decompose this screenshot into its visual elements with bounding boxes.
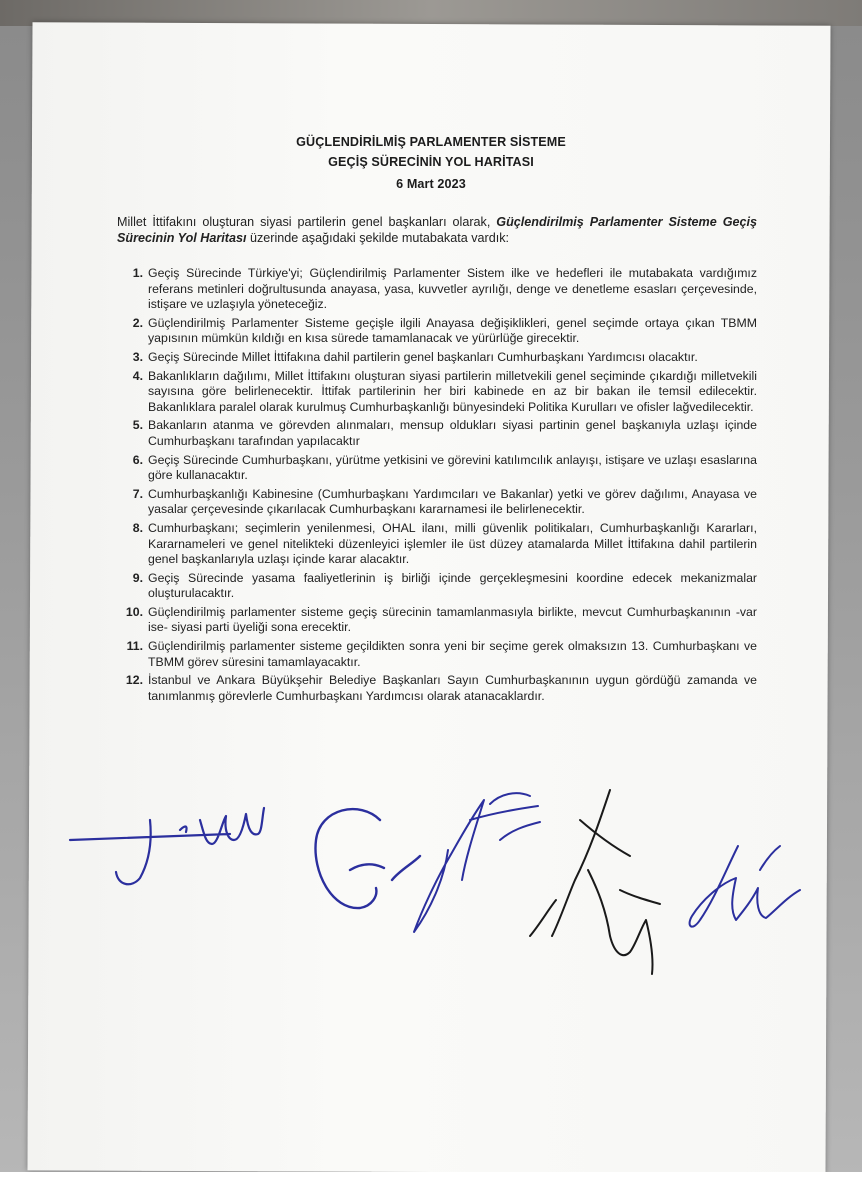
signature-1 [70, 808, 264, 884]
list-item [115, 571, 757, 602]
item-number: 4. [132, 368, 143, 383]
list-item [115, 369, 757, 416]
list-item [115, 639, 757, 670]
item-text: Güçlendirilmiş Parlamenter Sisteme geçişle ilgili Anayasa değişiklikleri, genel seçimde ortaya çıkan TBMM yapısının mümkün kıldığı en kısa sürede tamamlanacak ve yürürlüğe girecektir. [148, 315, 757, 346]
item-text: Güçlendirilmiş parlamenter sisteme geçildikten sonra yeni bir seçime gerek olmaksızın 13. Cumhurbaşkanı ve TBMM görev süresini tamamlayacaktır. [148, 639, 757, 669]
list-item [115, 266, 757, 313]
document-title-line2: GEÇİŞ SÜRECİNİN YOL HARİTASI [328, 155, 534, 169]
item-text: İstanbul ve Ankara Büyükşehir Belediye Başkanları Sayın Cumhurbaşkanının uygun gördüğü zamanda ve tanımlanmış görevlerle Cumhurbaşkanı Yardımcısı olarak atanacaklardır. [148, 673, 757, 703]
item-number: 8. [132, 520, 143, 535]
list-item [115, 521, 757, 568]
agreement-list [115, 266, 757, 707]
list-item [115, 316, 757, 347]
list-item [115, 605, 757, 636]
document-date: 6 Mart 2023 [396, 177, 466, 191]
signature-2 [315, 809, 420, 908]
item-text: Geçiş Sürecinde Millet İttifakına dahil partilerin genel başkanları Cumhurbaşkanı Yardımcısı olacaktır. [148, 349, 698, 364]
item-number: 9. [132, 570, 143, 585]
item-number: 6. [132, 452, 143, 467]
intro-text-before: Millet İttifakını oluşturan siyasi partilerin genel başkanları olarak, [117, 215, 497, 229]
signature-5 [690, 846, 800, 927]
list-item [115, 673, 757, 704]
item-number: 7. [132, 486, 143, 501]
item-number: 12. [125, 673, 143, 688]
item-number: 10. [125, 604, 143, 619]
intro-paragraph [117, 214, 757, 246]
item-text: Cumhurbaşkanlığı Kabinesine (Cumhurbaşkanı Yardımcıları ve Bakanlar) yetki ve görev dağılımı, Anayasa ve yasalar çerçevesinde çıkarılacak Cumhurbaşkanı kararnamesi ile belirlenecektir. [148, 486, 757, 517]
intro-text-after: üzerinde aşağıdaki şekilde mutabakata vardık: [246, 231, 510, 245]
signature-3 [414, 793, 540, 932]
item-text: Geçiş Sürecinde Cumhurbaşkanı, yürütme yetkisini ve görevini katılımcılık anlayışı, istişare ve uzlaşı esaslarına göre kullanacaktır. [148, 452, 757, 483]
list-item [115, 487, 757, 518]
item-text: Bakanların atanma ve görevden alınmaları, mensup oldukları siyasi partinin genel başkanıyla uzlaşı içinde Cumhurbaşkanı tarafından yapılacaktır [148, 418, 757, 448]
item-number: 5. [132, 418, 143, 433]
signatures-area [0, 760, 862, 1000]
intro-bold-title: Güçlendirilmiş Parlamenter Sisteme Geçiş Sürecinin Yol Haritası [117, 215, 757, 245]
list-item [115, 418, 757, 449]
list-item [115, 350, 757, 366]
list-item [115, 453, 757, 484]
item-number: 11. [126, 639, 143, 654]
item-number: 1. [132, 266, 143, 280]
document-title-line1: GÜÇLENDİRİLMİŞ PARLAMENTER SİSTEME [296, 135, 566, 149]
bottom-border [0, 1172, 862, 1200]
item-text: Bakanlıkların dağılımı, Millet İttifakını oluşturan siyasi partilerin milletvekili genel seçiminde çıkardığı milletvekili sayısına göre belirlenecektir. İttifak partilerinin her biri kabinede en az bir bakan ile temsil edilecektir. Bakanlıklara paralel olarak kurulmuş Cumhurbaşkanlığı bünyesindeki Politika Kurulları ve ofisler lağvedilecektir. [148, 368, 757, 414]
item-text: Geçiş Sürecinde yasama faaliyetlerinin iş birliği içinde gerçekleşmesini koordine edecek mekanizmalar oluşturulacaktır. [148, 570, 757, 601]
item-number: 2. [132, 315, 143, 330]
item-text: Cumhurbaşkanı; seçimlerin yenilenmesi, OHAL ilanı, milli güvenlik politikaları, Cumhurbaşkanlığı Kararları, Kararnameleri ve genel nitelikteki düzenleyici işlemler ile üst düzey atamalarda Millet İttifakına dahil partilerin genel başkanlarıyla uzlaşı içinde karar alacaktır. [148, 520, 757, 567]
item-text: Güçlendirilmiş parlamenter sisteme geçiş sürecinin tamamlanmasıyla birlikte, mevcut Cumhurbaşkanının -var ise- siyasi parti üyeliği sona erecektir. [148, 604, 757, 635]
item-number: 3. [132, 349, 143, 364]
signature-4 [530, 790, 660, 974]
item-text: Geçiş Sürecinde Türkiye'yi; Güçlendirilmiş Parlamenter Sistem ilke ve hedefleri ile mutabakata vardığımız referans metinleri doğrultusunda anayasa, yasa, kuvvetler ayrılığı, denge ve denetleme esasları çerçevesinde, istişare ve uzlaşıyla yöneteceğiz. [148, 266, 757, 312]
